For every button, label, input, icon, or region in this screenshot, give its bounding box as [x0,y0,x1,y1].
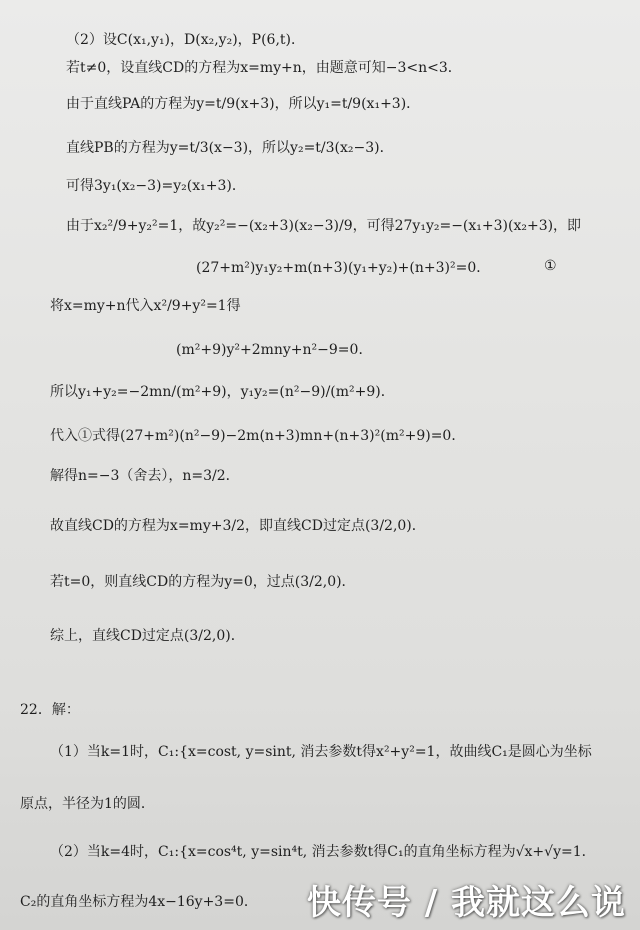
text-line-3: 由于直线PA的方程为y=t/9(x+3)，所以y₁=t/9(x₁+3)． [66,96,421,112]
text-line-17: C₂的直角坐标方程为4x−16y+3=0． [20,894,258,910]
text-line-13: 综上，直线CD过定点(3/2,0)． [50,628,245,644]
problem-22-heading: 22．解： [20,702,80,718]
text-line-12: 若t=0，则直线CD的方程为y=0，过点(3/2,0)． [50,574,356,590]
text-line-11: 故直线CD的方程为x=my+3/2，即直线CD过定点(3/2,0)． [50,518,426,534]
text-line-16: （2）当k=4时，C₁:{x=cos⁴t, y=sin⁴t, 消去参数t得C₁的直角坐标方程为√x+√y=1． [50,844,596,860]
equation-1: (27+m²)y₁y₂+m(n+3)(y₁+y₂)+(n+3)²=0． [196,260,491,276]
text-line-4: 直线PB的方程为y=t/3(x−3)，所以y₂=t/3(x₂−3)． [66,140,394,156]
equation-2: (m²+9)y²+2mny+n²−9=0． [176,342,373,358]
text-line-5: 可得3y₁(x₂−3)=y₂(x₁+3)． [66,178,246,194]
watermark-logo: 快传号 / 我就这么说 [306,883,626,923]
text-line-14: （1）当k=1时，C₁:{x=cost, y=sint, 消去参数t得x²+y²=1，故曲线C₁是圆心为坐标 [50,744,592,760]
text-line-6: 由于x₂²/9+y₂²=1，故y₂²=−(x₂+3)(x₂−3)/9，可得27y₁y₂=−(x₁+3)(x₂+3)，即 [66,218,582,234]
equation-marker: ① [544,258,557,274]
text-line-15: 原点，半径为1的圆． [20,796,155,812]
text-line-9: 代入①式得(27+m²)(n²−9)−2m(n+3)mn+(n+3)²(m²+9)=0． [50,428,466,444]
text-line-7: 将x=my+n代入x²/9+y²=1得 [50,298,241,314]
text-line-8: 所以y₁+y₂=−2mn/(m²+9)，y₁y₂=(n²−9)/(m²+9)． [50,384,395,400]
text-line-1: （2）设C(x₁,y₁)，D(x₂,y₂)，P(6,t)． [66,32,305,48]
text-line-10: 解得n=−3（舍去），n=3/2． [50,468,240,484]
text-line-2: 若t≠0，设直线CD的方程为x=my+n，由题意可知−3<n<3． [66,60,462,76]
